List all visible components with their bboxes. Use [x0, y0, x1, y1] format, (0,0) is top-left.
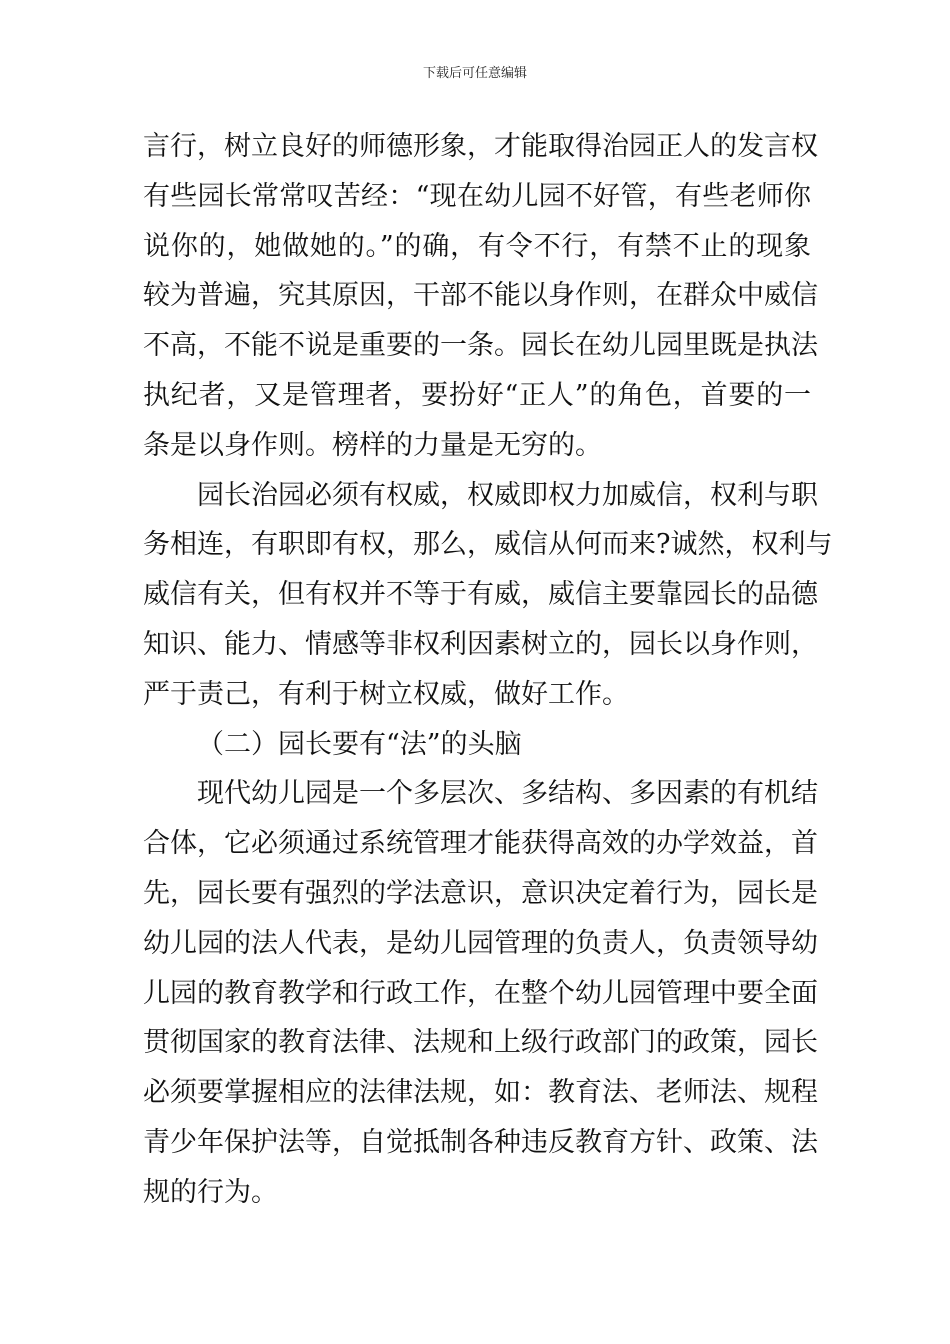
- text-line: 幼儿园的法人代表，是幼儿园管理的负责人，负责领导幼: [143, 927, 818, 959]
- text-line: 贯彻国家的教育法律、法规和上级行政部门的政策，园长: [143, 1027, 818, 1059]
- text-line: 说你的，她做她的。”的确，有令不行，有禁不止的现象: [143, 230, 811, 262]
- text-line: 条是以身作则。榜样的力量是无穷的。: [143, 429, 602, 461]
- text-line: 合体，它必须通过系统管理才能获得高效的办学效益，首: [143, 828, 818, 860]
- text-line: 儿园的教育教学和行政工作，在整个幼儿园管理中要全面: [143, 977, 818, 1009]
- page-header: 下载后可任意编辑: [422, 66, 527, 81]
- text-line: 不高，不能不说是重要的一条。园长在幼儿园里既是执法: [143, 330, 818, 362]
- text-line: 园长治园必须有权威，权威即权力加威信，权利与职: [197, 479, 818, 511]
- text-line: 执纪者，又是管理者，要扮好“正人”的角色，首要的一: [143, 379, 811, 411]
- text-line: 现代幼儿园是一个多层次、多结构、多因素的有机结: [197, 778, 818, 810]
- text-line: 有些园长常常叹苦经：“现在幼儿园不好管，有些老师你: [143, 180, 811, 212]
- text-line: 青少年保护法等，自觉抵制各种违反教育方针、政策、法: [143, 1126, 818, 1158]
- text-line: 威信有关，但有权并不等于有威，威信主要靠园长的品德: [143, 579, 818, 611]
- text-line: 必须要掌握相应的法律法规，如：教育法、老师法、规程: [143, 1077, 818, 1109]
- section-heading: （二）园长要有“法”的头脑: [197, 728, 522, 760]
- text-line: 规的行为。: [143, 1176, 278, 1208]
- text-line: 先，园长要有强烈的学法意识，意识决定着行为，园长是: [143, 877, 818, 909]
- text-line: 知识、能力、情感等非权利因素树立的，园长以身作则，: [143, 628, 818, 660]
- text-line: 言行，树立良好的师德形象，才能取得治园正人的发言权: [143, 131, 818, 162]
- text-line: 较为普遍，究其原因，干部不能以身作则，在群众中威信: [143, 280, 818, 312]
- text-line: 严于责己，有利于树立权威，做好工作。: [143, 678, 629, 710]
- text-line: 务相连，有职即有权，那么，威信从何而来?诚然，权利与: [143, 529, 833, 561]
- document-body: [143, 122, 833, 1218]
